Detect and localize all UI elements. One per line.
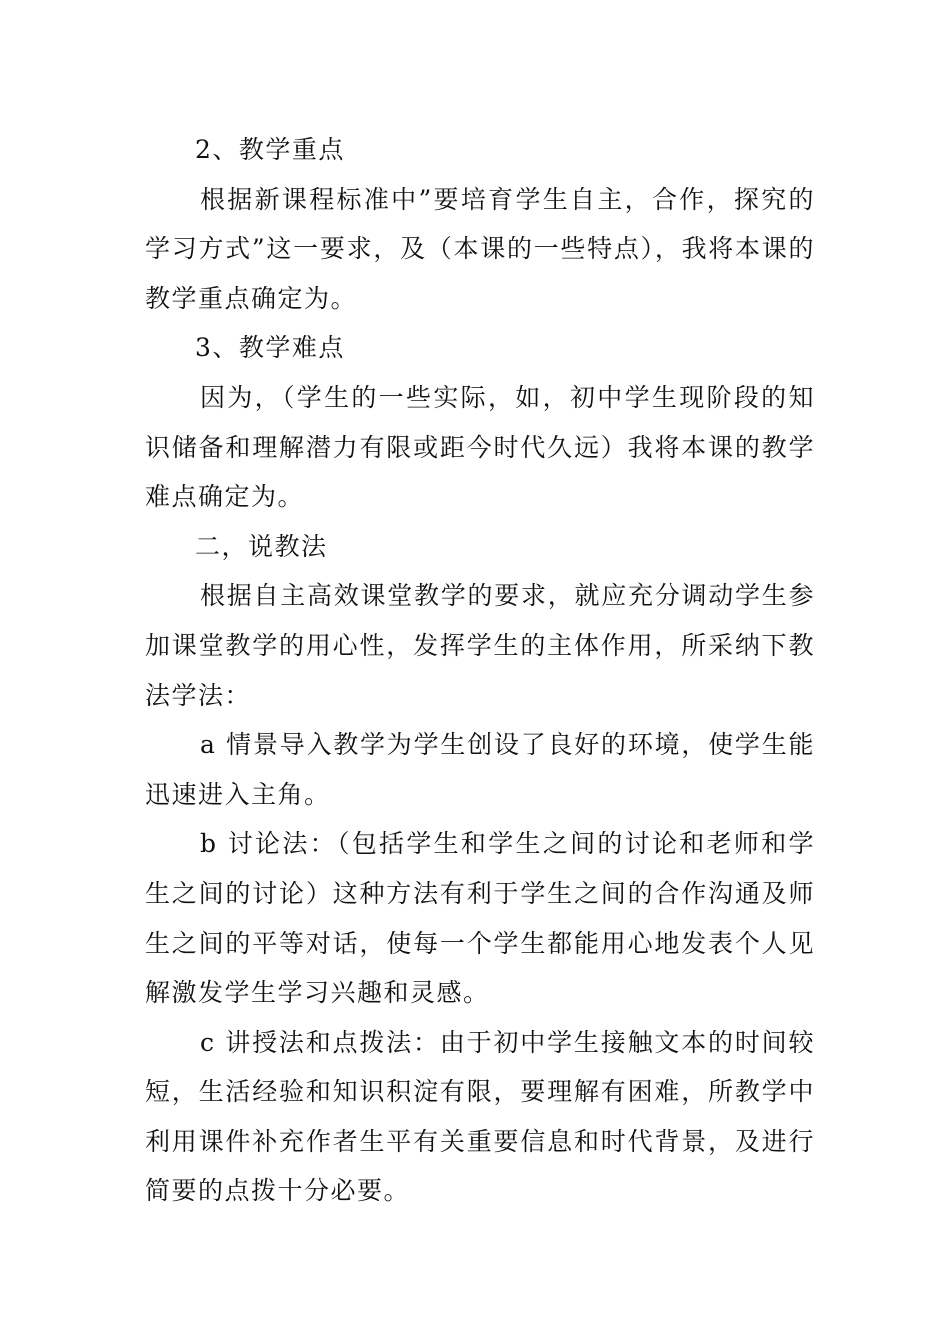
- paragraph-method-a: a 情景导入教学为学生创设了良好的环境，使学生能迅速进入主角。: [145, 730, 815, 809]
- paragraph-teaching-difficulty: 因为，（学生的一些实际，如，初中学生现阶段的知识储备和理解潜力有限或距今时代久远）我将本课的教学难点确定为。: [145, 382, 815, 512]
- paragraph-method-c: c 讲授法和点拨法：由于初中学生接触文本的时间较短，生活经验和知识积淀有限，要理解有困难，所教学中利用课件补充作者生平有关重要信息和时代背景，及进行简要的点拨十分必要。: [145, 1027, 815, 1206]
- section-heading-teaching-methods: 二，说教法: [195, 531, 328, 561]
- section-heading-teaching-focus: 2、教学重点: [195, 135, 345, 164]
- paragraph-method-b: b 讨论法：（包括学生和学生之间的讨论和老师和学生之间的讨论）这种方法有利于学生之间的合作沟通及师生之间的平等对话，使每一个学生都能用心地发表个人见解激发学生学习兴趣和灵感。: [145, 829, 815, 1008]
- section-heading-teaching-difficulty: 3、教学难点: [195, 333, 345, 363]
- paragraph-teaching-methods-intro: 根据自主高效课堂教学的要求，就应充分调动学生参加课堂教学的用心性，发挥学生的主体作用，所采纳下教法学法：: [145, 581, 815, 710]
- paragraph-teaching-focus: 根据新课程标准中”要培育学生自主，合作，探究的学习方式”这一要求，及（本课的一些特点），我将本课的教学重点确定为。: [145, 184, 815, 313]
- document-body: [145, 125, 815, 1216]
